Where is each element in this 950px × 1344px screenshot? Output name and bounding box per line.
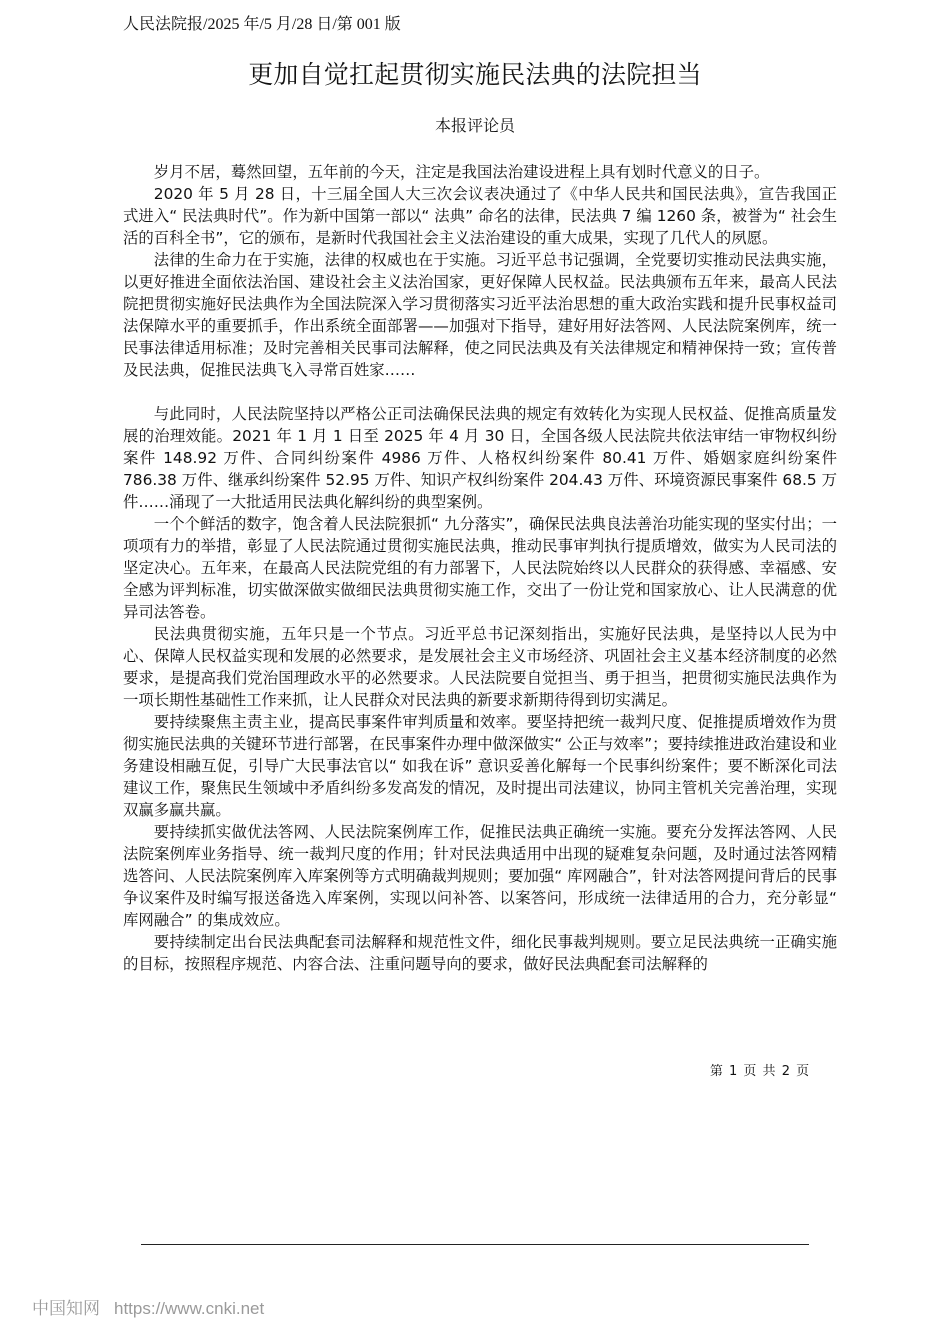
page-indicator: 第 1 页 共 2 页	[709, 1064, 811, 1079]
publication-header: 人民法院报/2025 年/5 月/28 日/第 001 版	[123, 16, 401, 33]
paragraph: 一个个鲜活的数字，饱含着人民法院狠抓“ 九分落实”，确保民法典良法善治功能实现的坚实付出；一项项有力的举措，彰显了人民法院通过贯彻实施民法典，推动民事审判执行提质增效，做实为人民司法的坚定决心。五年来，在最高人民法院党组的有力部署下，人民法院始终以人民群众的获得感、幸福感、安全感为评判标准，切实做深做实做细民法典贯彻实施工作，交出了一份让党和国家放心、让人民满意的优异司法答卷。	[123, 515, 837, 621]
paragraph: 与此同时，人民法院坚持以严格公正司法确保民法典的规定有效转化为实现人民权益、促推高质量发展的治理效能。2021 年 1 月 1 日至 2025 年 4 月 30 日，全国各级人民法院共依法审结一审物权纠纷案件 148.92 万件、合同纠纷案件 4986 万件、人格权纠纷案件 80.41 万件、婚姻家庭纠纷案件 786.38 万件、继承纠纷案件 52.95 万件、知识产权纠纷案件 204.43 万件、环境资源民事案件 68.5 万件……涌现了一大批适用民法典化解纠纷的典型案例。	[123, 405, 837, 511]
paragraph: 2020 年 5 月 28 日，十三届全国人大三次会议表决通过了《中华人民共和国民法典》，宣告我国正式进入“ 民法典时代”。作为新中国第一部以“ 法典” 命名的法律，民法典 7 编 1260 条，被誉为“ 社会生活的百科全书”，它的颁布，是新时代我国社会主义法治建设的重大成果，实现了几代人的夙愿。	[123, 185, 837, 247]
footer-divider	[141, 1244, 809, 1245]
paragraph: 岁月不居，蓦然回望，五年前的今天，注定是我国法治建设进程上具有划时代意义的日子。	[153, 163, 770, 181]
article-title: 更加自觉扛起贯彻实施民法典的法院担当	[248, 60, 702, 89]
watermark-url: https://www.cnki.net	[114, 1299, 265, 1318]
paragraph: 要持续制定出台民法典配套司法解释和规范性文件，细化民事裁判规则。要立足民法典统一正确实施的目标，按照程序规范、内容合法、注重问题导向的要求，做好民法典配套司法解释的	[123, 933, 837, 973]
watermark-brand: 中国知网	[32, 1299, 100, 1319]
paragraph: 法律的生命力在于实施，法律的权威也在于实施。习近平总书记强调，全党要切实推动民法典实施，以更好推进全面依法治国、建设社会主义法治国家，更好保障人民权益。民法典颁布五年来，最高人民法院把贯彻实施好民法典作为全国法院深入学习贯彻落实习近平法治思想的重大政治实践和提升民事权益司法保障水平的重要抓手，作出系统全面部署——加强对下指导，建好用好法答网、人民法院案例库，统一民事法律适用标准；及时完善相关民事司法解释，使之同民法典及有关法律规定和精神保持一致；宣传普及民法典，促推民法典飞入寻常百姓家……	[123, 251, 837, 379]
cnki-watermark	[32, 1294, 264, 1319]
paragraph: 民法典贯彻实施，五年只是一个节点。习近平总书记深刻指出，实施好民法典，是坚持以人民为中心、保障人民权益实现和发展的必然要求，是发展社会主义市场经济、巩固社会主义基本经济制度的必然要求，是提高我们党治国理政水平的必然要求。人民法院要自觉担当、勇于担当，把贯彻实施民法典作为一项长期性基础性工作来抓，让人民群众对民法典的新要求新期待得到切实满足。	[123, 625, 837, 709]
paragraph: 要持续聚焦主责主业，提高民事案件审判质量和效率。要坚持把统一裁判尺度、促推提质增效作为贯彻实施民法典的关键环节进行部署，在民事案件办理中做深做实“ 公正与效率”；要持续推进政治建设和业务建设相融互促，引导广大民事法官以“ 如我在诉” 意识妥善化解每一个民事纠纷案件；要不断深化司法建议工作，聚焦民生领域中矛盾纠纷多发高发的情况，及时提出司法建议，协同主管机关完善治理，实现双赢多赢共赢。	[123, 713, 837, 819]
paragraph: 要持续抓实做优法答网、人民法院案例库工作，促推民法典正确统一实施。要充分发挥法答网、人民法院案例库业务指导、统一裁判尺度的作用；针对民法典适用中出现的疑难复杂问题，及时通过法答网精选答问、人民法院案例库入库案例等方式明确裁判规则；要加强“ 库网融合”，针对法答网提问背后的民事争议案件及时编写报送备选入库案例，实现以问补答、以案答问，形成统一法律适用的合力，充分彰显“ 库网融合” 的集成效应。	[123, 823, 837, 929]
article-byline: 本报评论员	[434, 116, 515, 135]
article-body	[123, 161, 837, 975]
